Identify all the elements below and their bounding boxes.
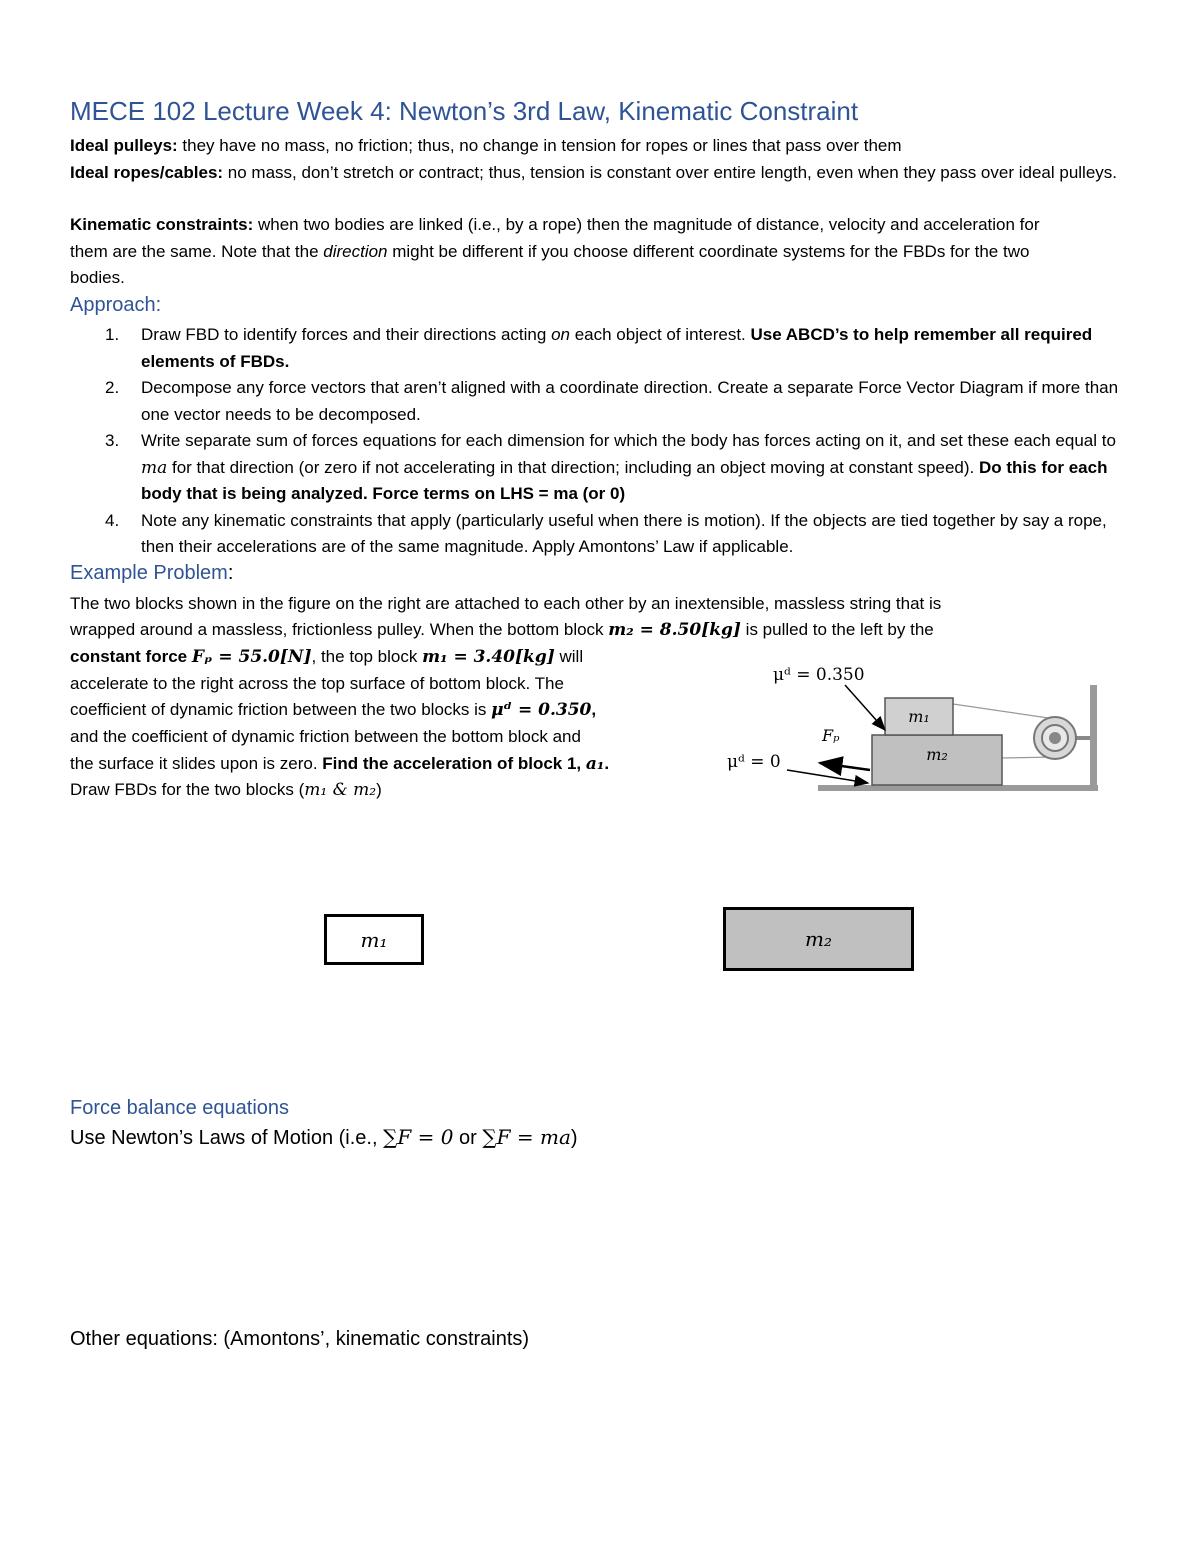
- example-line-1: The two blocks shown in the figure on the right are attached to each other by an inextensible, massless string that is: [70, 594, 942, 613]
- ropes-text: no mass, don’t stretch or contract; thus, tension is constant over entire length, even when they pass over ideal pulleys.: [223, 163, 1118, 182]
- definition-kinematic-constraints: [70, 212, 1070, 292]
- example-line-5: [70, 697, 720, 724]
- figure-fp-label: Fₚ: [822, 726, 840, 745]
- example-heading: [70, 562, 233, 585]
- example-line-4: accelerate to the right across the top surface of bottom block. The: [70, 674, 564, 693]
- ropes-term: Ideal ropes/cables:: [70, 163, 224, 182]
- example-text: is pulled to the left by the: [740, 620, 934, 639]
- step-number: 2.: [105, 378, 120, 397]
- approach-step: [70, 322, 1130, 375]
- step-number: 3.: [105, 431, 120, 450]
- example-heading-text: Example Problem: [70, 562, 228, 584]
- figure-m1-label: m₁: [908, 707, 930, 726]
- figure-mu-bottom-label: μᵈ = 0: [727, 752, 781, 772]
- mu-bottom-pointer: [787, 770, 868, 783]
- step-text: Write separate sum of forces equations for each dimension for which the body has forces acting on it, and set these each equal to: [141, 431, 1116, 450]
- example-line-3: [70, 644, 720, 671]
- sum-force-zero: ∑F = 0: [383, 1125, 454, 1149]
- step-text: Note any kinematic constraints that apply (particularly useful when there is motion). If the objects are tied together by say a rope, then their accelerations are of the same magnitude. Apply Amontons’ Law if applicable.: [141, 510, 1107, 556]
- blocks-symbols: m₁ & m₂: [304, 780, 377, 800]
- approach-step: [70, 375, 1130, 428]
- constraints-text-1: when two bodies are linked (i.e., by a rope) then the magnitude of distance, velocity and acceleration for them are the same. Note that the: [70, 215, 1040, 261]
- definition-ropes: [70, 160, 1140, 187]
- m2-equation: m₂ = 8.50[kg]: [608, 620, 741, 640]
- example-text: wrapped around a massless, frictionless pulley. When the bottom block: [70, 620, 609, 639]
- pulley-axle: [1049, 732, 1061, 744]
- fp-equation: Fₚ = 55.0[N]: [191, 647, 312, 667]
- page-title: MECE 102 Lecture Week 4: Newton’s 3rd Law, Kinematic Constraint: [70, 96, 859, 126]
- pulley-block-figure: [727, 655, 1120, 805]
- example-text: ): [376, 780, 382, 799]
- constraints-italic: direction: [323, 241, 388, 261]
- constraints-term: Kinematic constraints:: [70, 215, 254, 234]
- step-number: 4.: [105, 510, 120, 530]
- figure-mu-top-label: μᵈ = 0.350: [773, 665, 865, 685]
- example-text: the surface it slides upon is zero.: [70, 754, 323, 773]
- step-bold: Use ABCD’s to help remember all required elements of FBDs.: [141, 325, 1093, 371]
- mu-top-pointer: [845, 685, 885, 730]
- example-text: , the top block: [311, 647, 423, 666]
- a1-symbol: a₁: [585, 754, 605, 774]
- constraints-text-2: might be different if you choose different coordinate systems for the FBDs for the two bodies.: [70, 241, 1030, 287]
- example-heading-colon: :: [227, 562, 234, 584]
- newton-laws-line: [70, 1125, 578, 1150]
- step-number: 1.: [105, 325, 120, 344]
- ground-surface: [818, 785, 1098, 791]
- step-text: Draw FBD to identify forces and their directions acting: [141, 325, 552, 344]
- example-bold: ,: [591, 700, 597, 719]
- approach-steps: [70, 322, 1130, 561]
- fbd-m2-label: m₂: [805, 927, 832, 951]
- pulleys-term: Ideal pulleys:: [70, 136, 178, 155]
- step-bold: Do this for each body that is being analyzed. Force terms on LHS = ma (or 0): [141, 457, 1108, 503]
- step-text: for that direction (or zero if not accelerating in that direction; including an object moving at constant speed).: [167, 457, 979, 477]
- m1-equation: m₁ = 3.40[kg]: [422, 647, 555, 667]
- example-line-7: [70, 751, 720, 778]
- approach-step: [70, 428, 1130, 508]
- other-equations-heading: Other equations: (Amontons’, kinematic constraints): [70, 1328, 530, 1350]
- mu-d-equation: μᵈ = 0.350: [491, 700, 592, 720]
- example-line-6: and the coefficient of dynamic friction between the bottom block and: [70, 727, 581, 746]
- step-italic: on: [551, 325, 570, 344]
- pulleys-text: they have no mass, no friction; thus, no change in tension for ropes or lines that pass over them: [177, 136, 902, 155]
- newton-text: ): [570, 1127, 578, 1149]
- example-text: coefficient of dynamic friction between the two blocks is: [70, 700, 492, 719]
- string-top: [953, 704, 1055, 719]
- approach-heading: Approach:: [70, 294, 162, 316]
- step-math: ma: [141, 457, 168, 478]
- sum-force-ma: ∑F = ma: [482, 1125, 571, 1149]
- wall: [1090, 685, 1097, 791]
- fbd-block-m1: [324, 914, 424, 965]
- force-arrow: [820, 763, 870, 770]
- example-line-2: [70, 617, 1140, 644]
- definition-pulleys: [70, 133, 1140, 160]
- example-bold: constant force: [70, 647, 192, 666]
- fbd-m1-label: m₁: [360, 927, 388, 952]
- newton-text: or: [453, 1127, 483, 1149]
- figure-m2-label: m₂: [926, 745, 948, 764]
- step-text: each object of interest.: [570, 325, 751, 344]
- newton-text: Use Newton’s Laws of Motion (i.e.,: [70, 1127, 384, 1149]
- step-text: Decompose any force vectors that aren’t aligned with a coordinate direction. Create a separate Force Vector Diagram if more than one vector needs to be decomposed.: [141, 378, 1119, 424]
- approach-step: [70, 508, 1130, 561]
- example-text: Draw FBDs for the two blocks (: [70, 780, 305, 799]
- force-balance-heading: Force balance equations: [70, 1097, 290, 1119]
- fbd-block-m2: [723, 907, 914, 971]
- example-line-8: [70, 777, 720, 804]
- example-bold: .: [604, 754, 610, 773]
- example-bold: Find the acceleration of block 1,: [322, 754, 586, 773]
- example-text: will: [554, 647, 584, 666]
